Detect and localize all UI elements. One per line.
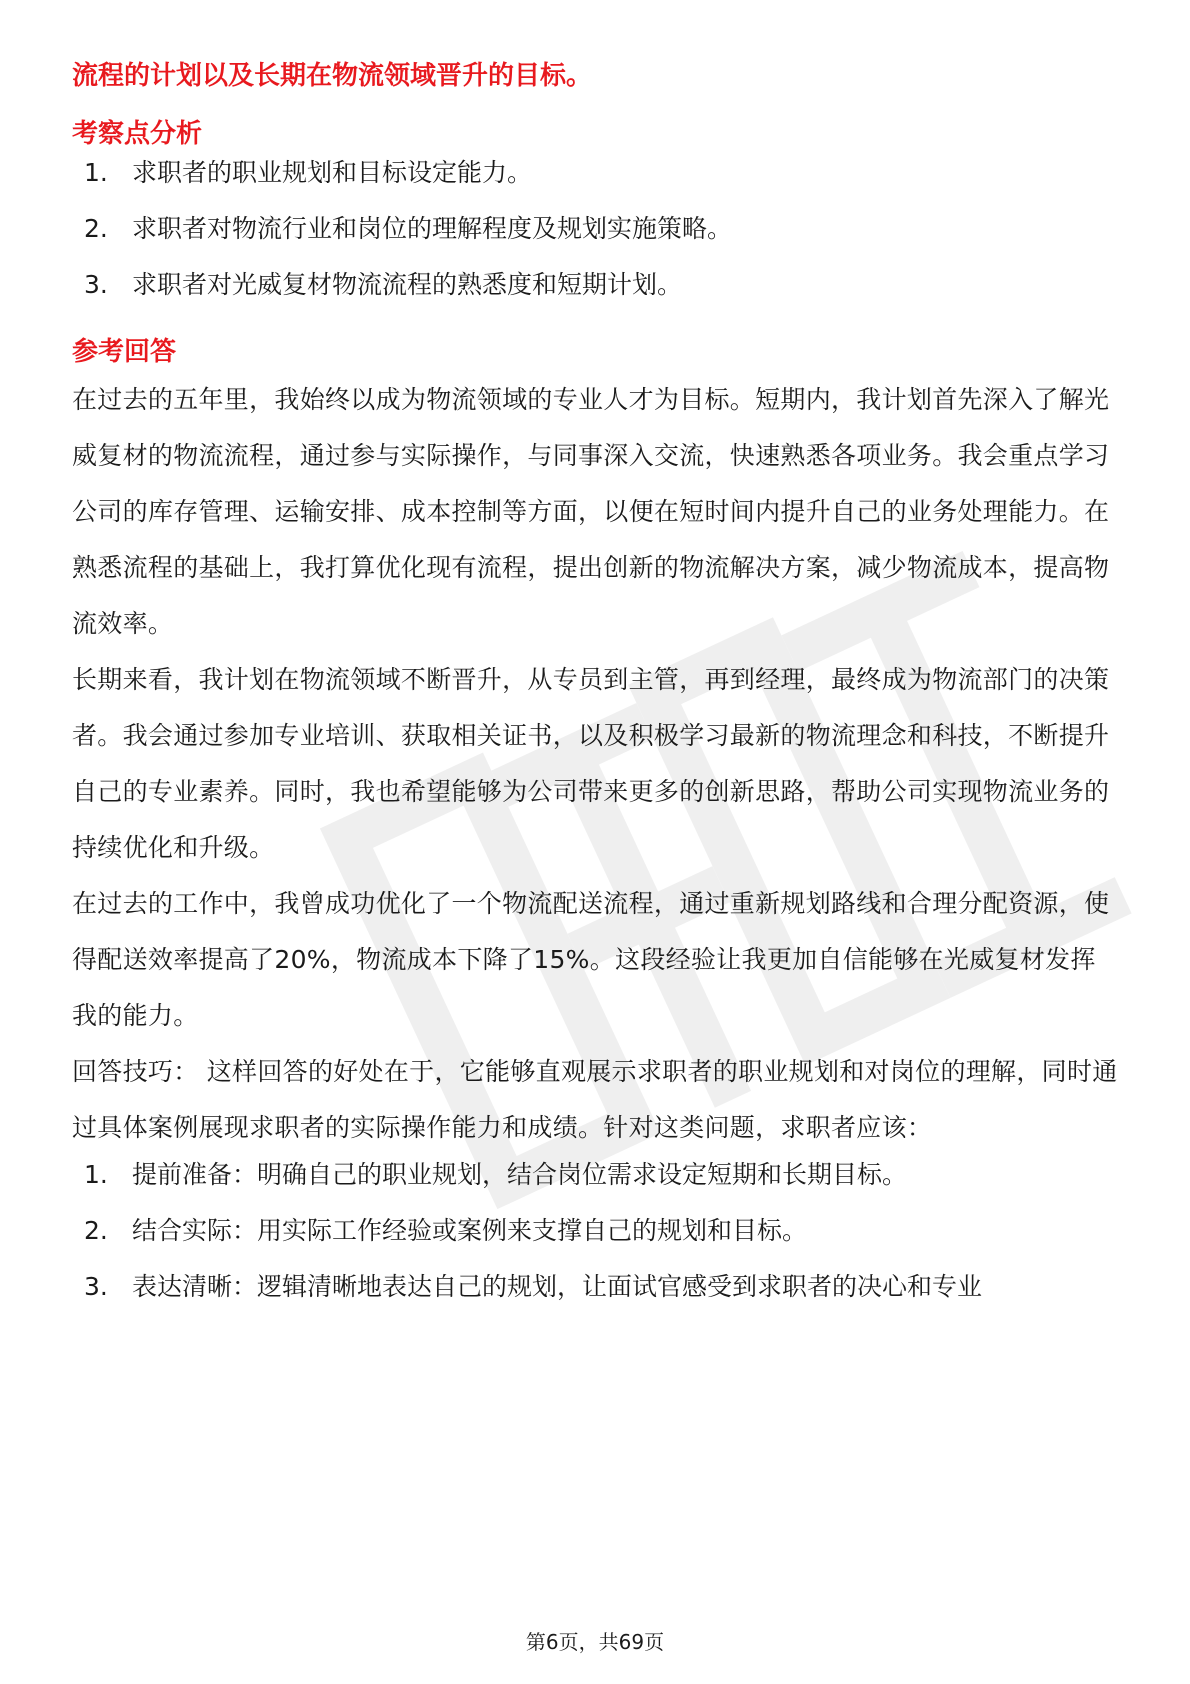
list-item-text: 求职者的职业规划和目标设定能力。 [132, 158, 533, 187]
tips-list [72, 1156, 1118, 1306]
list-item-number: 2. [84, 214, 108, 243]
analysis-heading: 考察点分析 [72, 119, 203, 149]
answer-paragraph: 长期来看，我计划在物流领域不断晋升，从专员到主管，再到经理，最终成为物流部门的决策者。我会通过参加专业培训、获取相关证书，以及积极学习最新的物流理念和科技，不断提升自己的专业素养。同时，我也希望能够为公司带来更多的创新思路，帮助公司实现物流业务的持续优化和升级。 [72, 665, 1110, 862]
list-item-text: 求职者对光威复材物流流程的熟悉度和短期计划。 [132, 270, 683, 299]
list-item-text: 结合实际：用实际工作经验或案例来支撑自己的规划和目标。 [132, 1216, 808, 1245]
list-item [72, 1268, 1118, 1306]
document-content [72, 56, 1118, 1324]
analysis-list [72, 154, 1118, 304]
tips-paragraph: 回答技巧： 这样回答的好处在于，它能够直观展示求职者的职业规划和对岗位的理解，同时通过具体案例展现求职者的实际操作能力和成绩。针对这类问题，求职者应该： [72, 1057, 1118, 1142]
list-item-text: 表达清晰：逻辑清晰地表达自己的规划，让面试官感受到求职者的决心和专业 [132, 1272, 983, 1301]
list-item-text: 求职者对物流行业和岗位的理解程度及规划实施策略。 [132, 214, 733, 243]
page-number-footer: 第6页，共69页 [525, 1630, 665, 1654]
list-item-text: 提前准备：明确自己的职业规划，结合岗位需求设定短期和长期目标。 [132, 1160, 908, 1189]
list-item [72, 1212, 1118, 1250]
answer-heading: 参考回答 [72, 337, 177, 367]
list-item [72, 210, 1118, 248]
list-item-number: 3. [84, 270, 108, 299]
list-item-number: 1. [84, 158, 108, 187]
list-item-number: 1. [84, 1160, 108, 1189]
list-item [72, 154, 1118, 192]
list-item [72, 1156, 1118, 1194]
answer-paragraph: 在过去的工作中，我曾成功优化了一个物流配送流程，通过重新规划路线和合理分配资源，使得配送效率提高了20%，物流成本下降了15%。这段经验让我更加自信能够在光威复材发挥我的能力。 [72, 889, 1110, 1030]
list-item [72, 266, 1118, 304]
question-title: 流程的计划以及长期在物流领域晋升的目标。 [72, 61, 593, 91]
answer-paragraph: 在过去的五年里，我始终以成为物流领域的专业人才为目标。短期内，我计划首先深入了解光威复材的物流流程，通过参与实际操作，与同事深入交流，快速熟悉各项业务。我会重点学习公司的库存管理、运输安排、成本控制等方面，以便在短时间内提升自己的业务处理能力。在熟悉流程的基础上，我打算优化现有流程，提出创新的物流解决方案，减少物流成本，提高物流效率。 [72, 385, 1110, 638]
list-item-number: 3. [84, 1272, 108, 1301]
list-item-number: 2. [84, 1216, 108, 1245]
